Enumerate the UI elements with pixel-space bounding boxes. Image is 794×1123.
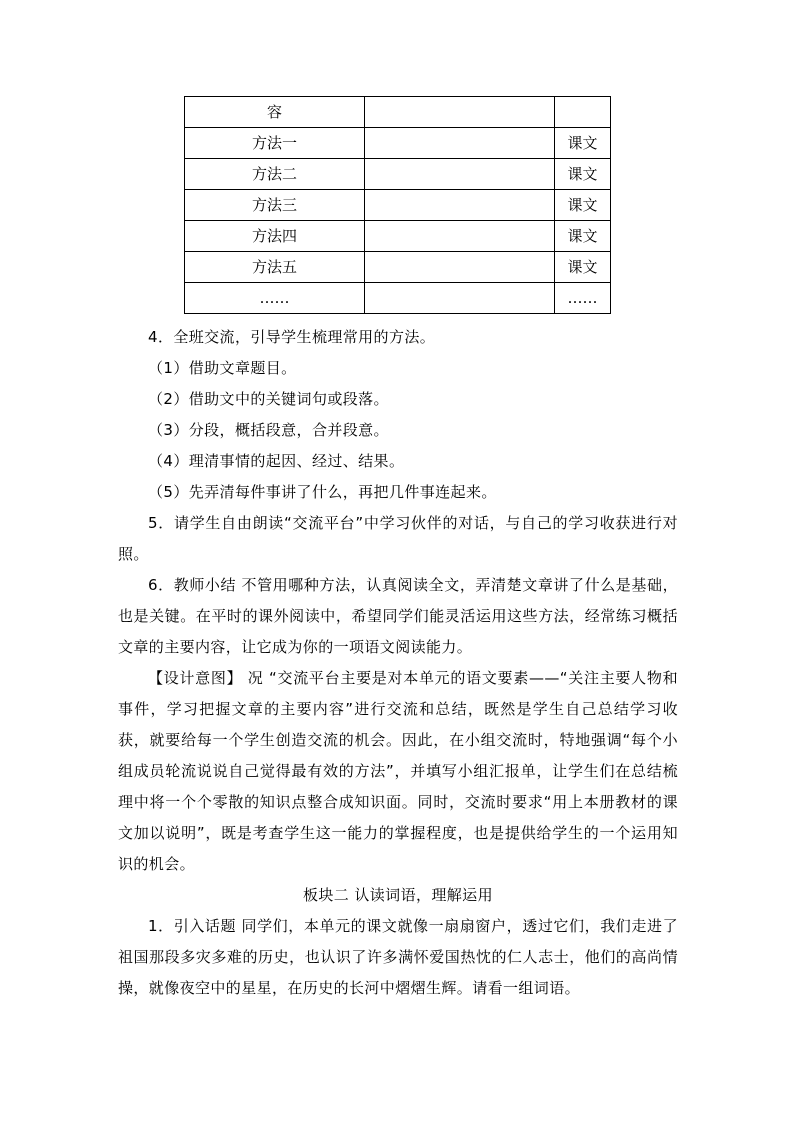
section-title: 板块二 认读词语，理解运用 — [303, 886, 493, 904]
table-cell-middle — [365, 252, 555, 283]
table-row — [185, 190, 611, 221]
design-intent-text: 况 “交流平台主要是对本单元的语文要素——“关注主要人物和事件，学习把握文章的主要内容”进行交流和总结，既然是学生自己总结学习收获，就要给每一个学生创造交流的机会。因此，在小组交流时，特地强调“每个小组成员轮流说说自己觉得最有效的方法”，并填写小组汇报单，让学生们在总结梳理中将一个个零散的知识点整合成知识面。同时，交流时要求“用上本册教材的课文加以说明”，既是考查学生这一能力的掌握程度，也是提供给学生的一个运用知识的机会。 — [118, 669, 678, 873]
table-cell-label: 方法一 — [185, 128, 365, 159]
table-cell-middle — [365, 97, 555, 128]
table-row — [185, 159, 611, 190]
design-intent-paragraph — [118, 663, 678, 880]
table-cell-right: …… — [555, 283, 611, 314]
table-cell-middle — [365, 221, 555, 252]
table-row — [185, 128, 611, 159]
table-cell-middle — [365, 128, 555, 159]
table-row — [185, 97, 611, 128]
table-cell-right — [555, 97, 611, 128]
table-cell-middle — [365, 283, 555, 314]
method-item-5: （5）先弄清每件事讲了什么，再把几件事连起来。 — [148, 483, 497, 501]
table-cell-label: 方法四 — [185, 221, 365, 252]
table-cell-middle — [365, 190, 555, 221]
table-cell-right: 课文 — [555, 128, 611, 159]
table-cell-right: 课文 — [555, 252, 611, 283]
method-item-1: （1）借助文章题目。 — [148, 359, 297, 377]
table-cell-right: 课文 — [555, 159, 611, 190]
method-item-3: （3）分段，概括段意，合并段意。 — [148, 421, 389, 439]
paragraph-step-4: 4．全班交流，引导学生梳理常用的方法。 — [148, 328, 436, 346]
table-cell-label: 方法二 — [185, 159, 365, 190]
table-cell-label: 方法五 — [185, 252, 365, 283]
table-cell-label: 方法三 — [185, 190, 365, 221]
table-cell-right: 课文 — [555, 221, 611, 252]
table-cell-label: …… — [185, 283, 365, 314]
table-cell-right: 课文 — [555, 190, 611, 221]
table-row — [185, 221, 611, 252]
summary-table — [184, 96, 611, 314]
table-row — [185, 283, 611, 314]
body-text — [118, 322, 678, 1004]
paragraph-intro-topic: 1．引入话题 同学们，本单元的课文就像一扇扇窗户，透过它们，我们走进了祖国那段多灾多难的历史，也认识了许多满怀爱国热忱的仁人志士，他们的高尚情操，就像夜空中的星星，在历史的长河中熠熠生辉。请看一组词语。 — [118, 917, 678, 997]
table-row — [185, 252, 611, 283]
design-intent-label: 【设计意图】 — [148, 669, 243, 687]
table-cell-middle — [365, 159, 555, 190]
method-item-2: （2）借助文中的关键词句或段落。 — [148, 390, 389, 408]
paragraph-step-5: 5．请学生自由朗读“交流平台”中学习伙伴的对话，与自己的学习收获进行对照。 — [118, 514, 678, 563]
method-item-4: （4）理清事情的起因、经过、结果。 — [148, 452, 405, 470]
table-cell-label: 容 — [185, 97, 365, 128]
paragraph-step-6: 6．教师小结 不管用哪种方法，认真阅读全文，弄清楚文章讲了什么是基础，也是关键。在平时的课外阅读中，希望同学们能灵活运用这些方法，经常练习概括文章的主要内容，让它成为你的一项语文阅读能力。 — [118, 576, 678, 656]
